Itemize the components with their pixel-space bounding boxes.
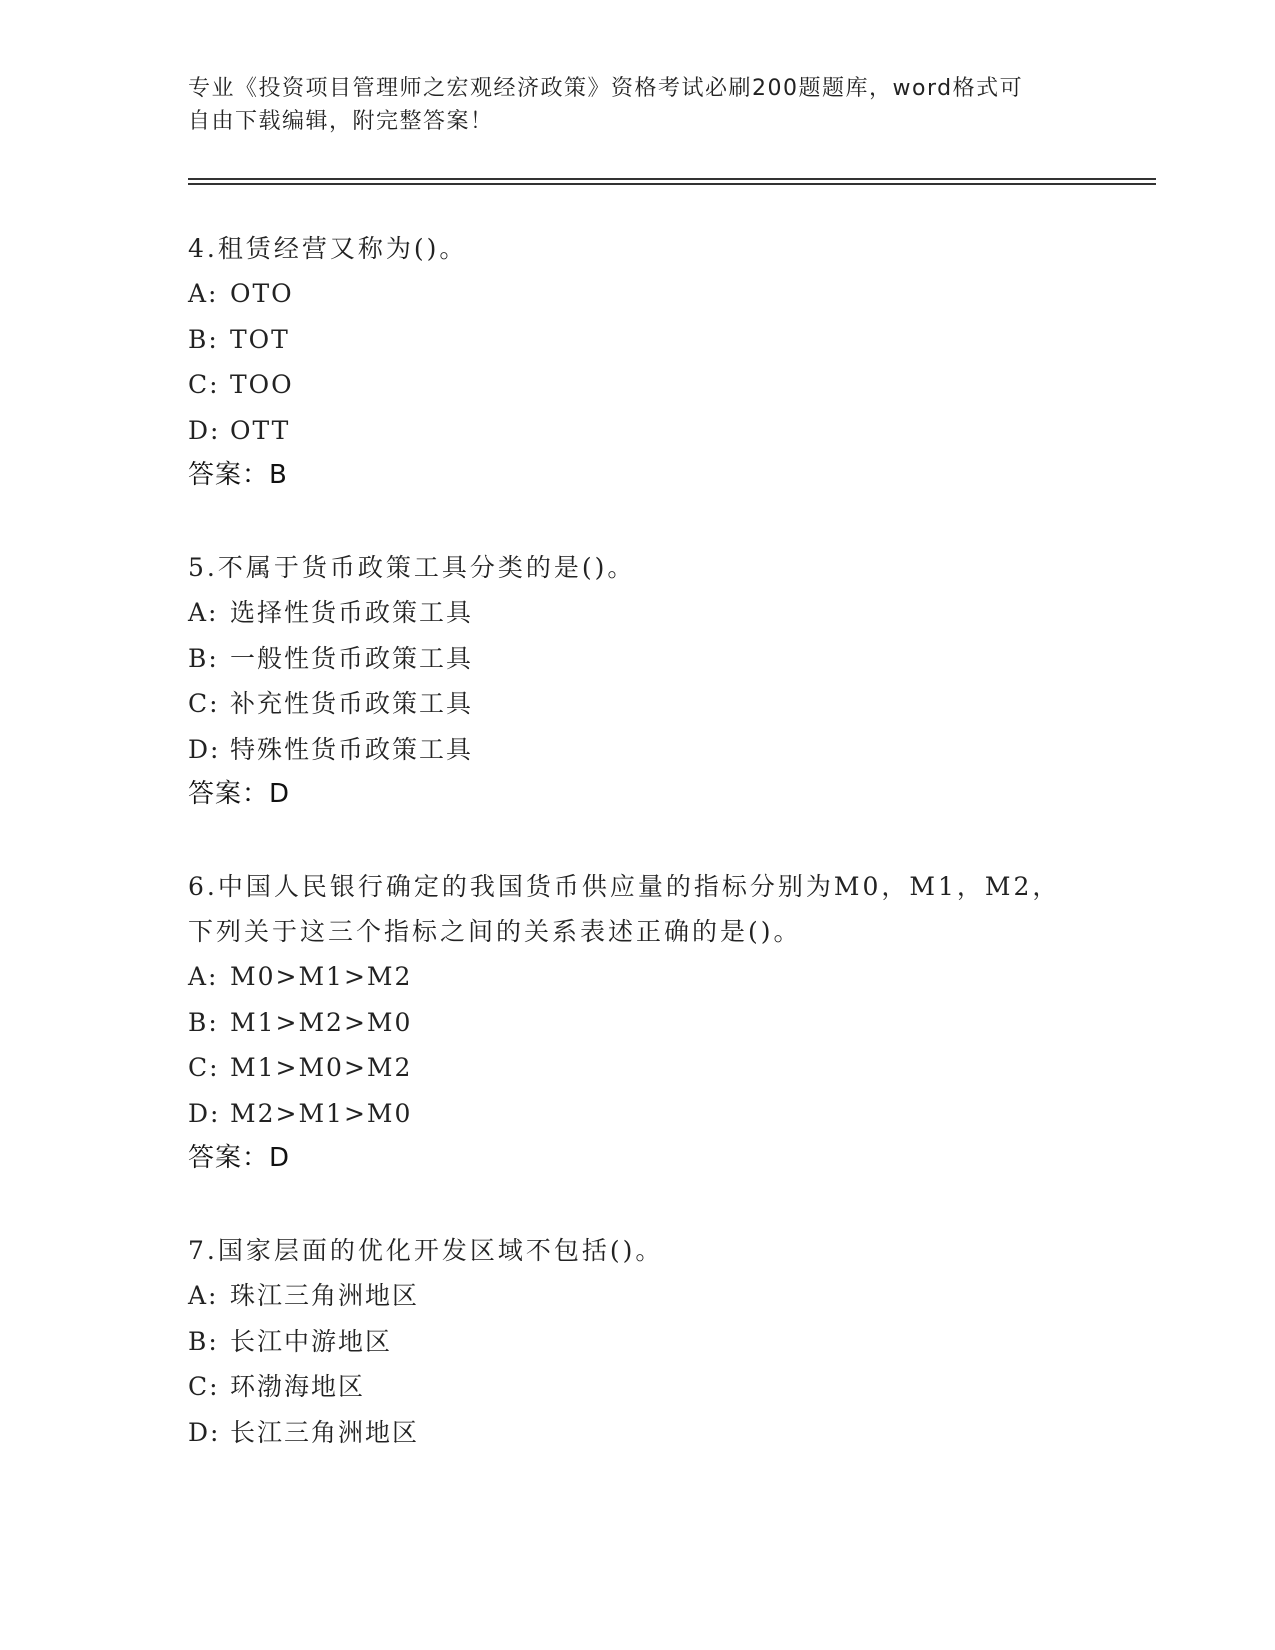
option-text: M1>M0>M2 — [230, 1053, 413, 1082]
option-text: 长江中游地区 — [230, 1326, 393, 1356]
option-d — [188, 1091, 1068, 1137]
option-b — [188, 636, 1088, 682]
answer: 答案：B — [188, 460, 288, 490]
option-a — [188, 954, 1068, 1000]
question-stem: 4.租赁经营又称为()。 — [188, 234, 468, 263]
option-text: 特殊性货币政策工具 — [230, 734, 474, 764]
option-key: C: — [188, 1372, 220, 1401]
header-line-2: 自由下载编辑，附完整答案！ — [188, 109, 494, 134]
option-a — [188, 1273, 1088, 1319]
option-key: C: — [188, 689, 220, 718]
option-text: 珠江三角洲地区 — [230, 1281, 420, 1310]
header-line-1: 专业《投资项目管理师之宏观经济政策》资格考试必刷200题题库，word格式可 — [188, 76, 1024, 101]
option-text: 一般性货币政策工具 — [230, 643, 474, 673]
option-c — [188, 1364, 1088, 1410]
answer: 答案：D — [188, 1143, 291, 1173]
question-5 — [188, 545, 1088, 816]
header-divider-bottom — [188, 183, 1156, 185]
option-key: A: — [188, 1281, 219, 1310]
option-text: TOO — [230, 370, 294, 399]
option-c — [188, 362, 1088, 408]
option-key: C: — [188, 1053, 220, 1082]
answer: 答案：D — [188, 779, 291, 809]
option-text: M0>M1>M2 — [230, 962, 413, 991]
option-text: 补充性货币政策工具 — [230, 689, 474, 718]
option-text: TOT — [230, 324, 290, 354]
question-stem: 7.国家层面的优化开发区域不包括()。 — [188, 1236, 664, 1265]
option-a — [188, 590, 1088, 636]
option-text: 选择性货币政策工具 — [230, 598, 474, 627]
option-a — [188, 271, 1088, 317]
option-key: B: — [188, 643, 219, 673]
option-d — [188, 408, 1088, 454]
option-b — [188, 1319, 1088, 1365]
option-text: OTO — [230, 279, 294, 308]
option-key: A: — [188, 279, 219, 308]
option-text: M1>M2>M0 — [230, 1007, 413, 1037]
question-6 — [188, 864, 1068, 1180]
option-text: 长江三角洲地区 — [230, 1417, 420, 1447]
option-text: 环渤海地区 — [230, 1372, 366, 1401]
question-4 — [188, 226, 1088, 497]
option-key: B: — [188, 324, 219, 354]
option-b — [188, 1000, 1068, 1046]
option-text: OTT — [230, 415, 291, 445]
option-c — [188, 1045, 1068, 1091]
option-b — [188, 317, 1088, 363]
header-divider-top — [188, 178, 1156, 180]
document-header — [188, 72, 1068, 138]
option-d — [188, 727, 1088, 773]
option-key: D: — [188, 1417, 221, 1447]
option-key: A: — [188, 598, 219, 627]
option-key: D: — [188, 1098, 221, 1128]
option-key: A: — [188, 962, 219, 991]
question-stem: 5.不属于货币政策工具分类的是()。 — [188, 553, 636, 582]
option-key: D: — [188, 734, 221, 764]
option-key: C: — [188, 370, 220, 399]
option-c — [188, 681, 1088, 727]
option-key: B: — [188, 1007, 219, 1037]
option-d — [188, 1410, 1088, 1456]
question-7 — [188, 1228, 1088, 1455]
question-stem: 6.中国人民银行确定的我国货币供应量的指标分别为M0，M1，M2，下列关于这三个指标之间的关系表述正确的是()。 — [188, 872, 1061, 946]
option-key: D: — [188, 415, 221, 445]
option-key: B: — [188, 1326, 219, 1356]
option-text: M2>M1>M0 — [230, 1098, 413, 1128]
